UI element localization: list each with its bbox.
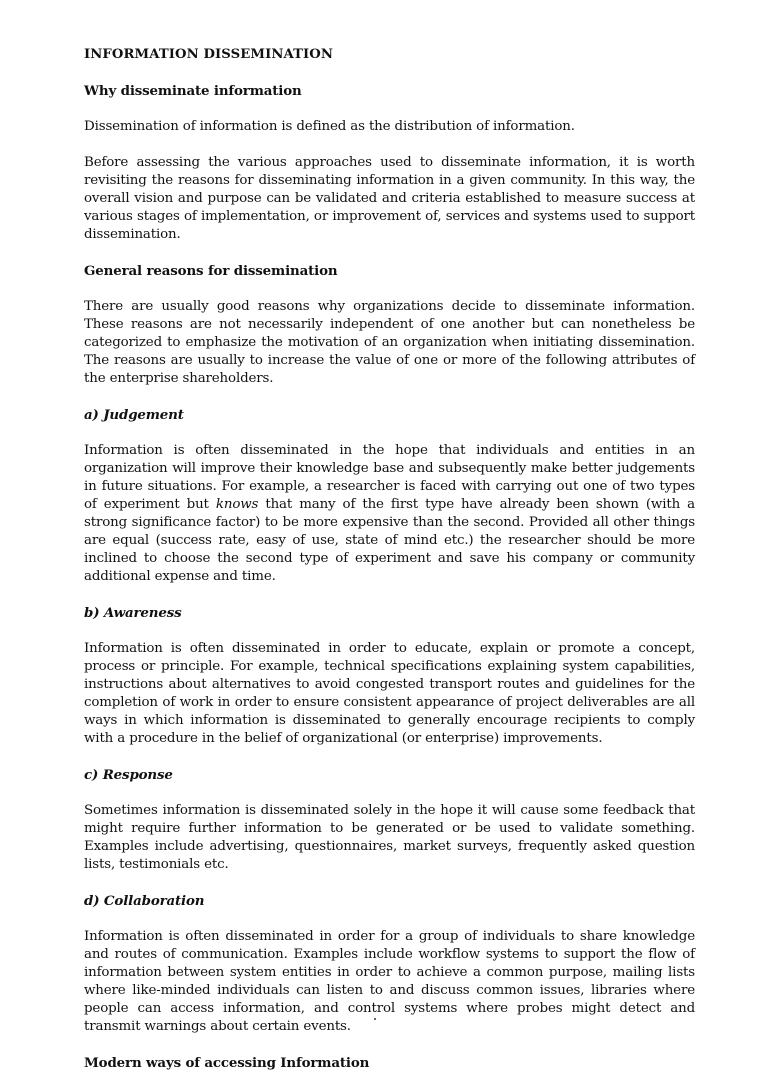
judgement-emphasis-knows: knows — [215, 497, 259, 512]
section-heading-why-disseminate: Why disseminate information — [84, 83, 302, 99]
response-paragraph: Sometimes information is disseminated solely in the hope it will cause some feedback that might require further information to be generated or be used to validate something. Examples include advertising, questionnaires, market surveys, frequently asked question lists, testimonials etc. — [84, 803, 695, 872]
general-reasons-paragraph: There are usually good reasons why organizations decide to disseminate information. These reasons are not necessarily independent of one another but can nonetheless be categorized to emphasize the motivation of an organization when initiating dissemination. The reasons are usually to increase the value of one or more of the following attributes of the enterprise shareholders. — [84, 299, 695, 386]
subheading-judgement: a) Judgement — [84, 407, 184, 423]
section-heading-general-reasons: General reasons for dissemination — [84, 263, 338, 279]
document-title: INFORMATION DISSEMINATION — [84, 47, 334, 62]
judgement-paragraph — [84, 442, 695, 586]
subheading-response: c) Response — [84, 767, 173, 783]
judgement-text-after: that many of the first type have already been shown (with a strong significance factor) to be more expensive than the second. Provided all other things are equal (success rate, easy of use, state of mind etc.) the researcher should be more inclined to choose the second type of experiment and save his company or community additional expense and time. — [84, 497, 695, 584]
assessment-paragraph: Before assessing the various approaches used to disseminate information, it is worth revisiting the reasons for disseminating information in a given community. In this way, the overall vision and purpose can be validated and criteria established to measure success at various stages of implementation, or improvement of, services and systems used to support dissemination. — [84, 155, 695, 242]
subheading-collaboration: d) Collaboration — [84, 893, 205, 909]
collaboration-paragraph: Information is often disseminated in order for a group of individuals to share knowledge and routes of communication. Examples include workflow systems to support the flow of information between system entities in order to achieve a common purpose, mailing lists where like-minded individuals can listen to and discuss common issues, libraries where people can access information, and control systems where probes might detect and transmit warnings about certain events. — [84, 929, 695, 1034]
definition-paragraph: Dissemination of information is defined as the distribution of information. — [84, 119, 575, 134]
document-page — [84, 46, 695, 1090]
section-heading-modern-ways: Modern ways of accessing Information — [84, 1055, 370, 1071]
awareness-paragraph: Information is often disseminated in order to educate, explain or promote a concept, process or principle. For example, technical specifications explaining system capabilities, instructions about alternatives to avoid congested transport routes and guidelines for the completion of work in order to ensure consistent appearance of project deliverables are all ways in which information is disseminated to generally encourage recipients to comply with a procedure in the belief of organizational (or enterprise) improvements. — [84, 641, 695, 746]
page-edge-dot — [374, 1018, 376, 1020]
subheading-awareness: b) Awareness — [84, 605, 182, 621]
judgement-text-before: Information is often disseminated in the hope that individuals and entities in an organization will improve their knowledge base and subsequently make better judgements in future situations. For example, a researcher is faced with carrying out one of two types of experiment but — [84, 443, 695, 512]
